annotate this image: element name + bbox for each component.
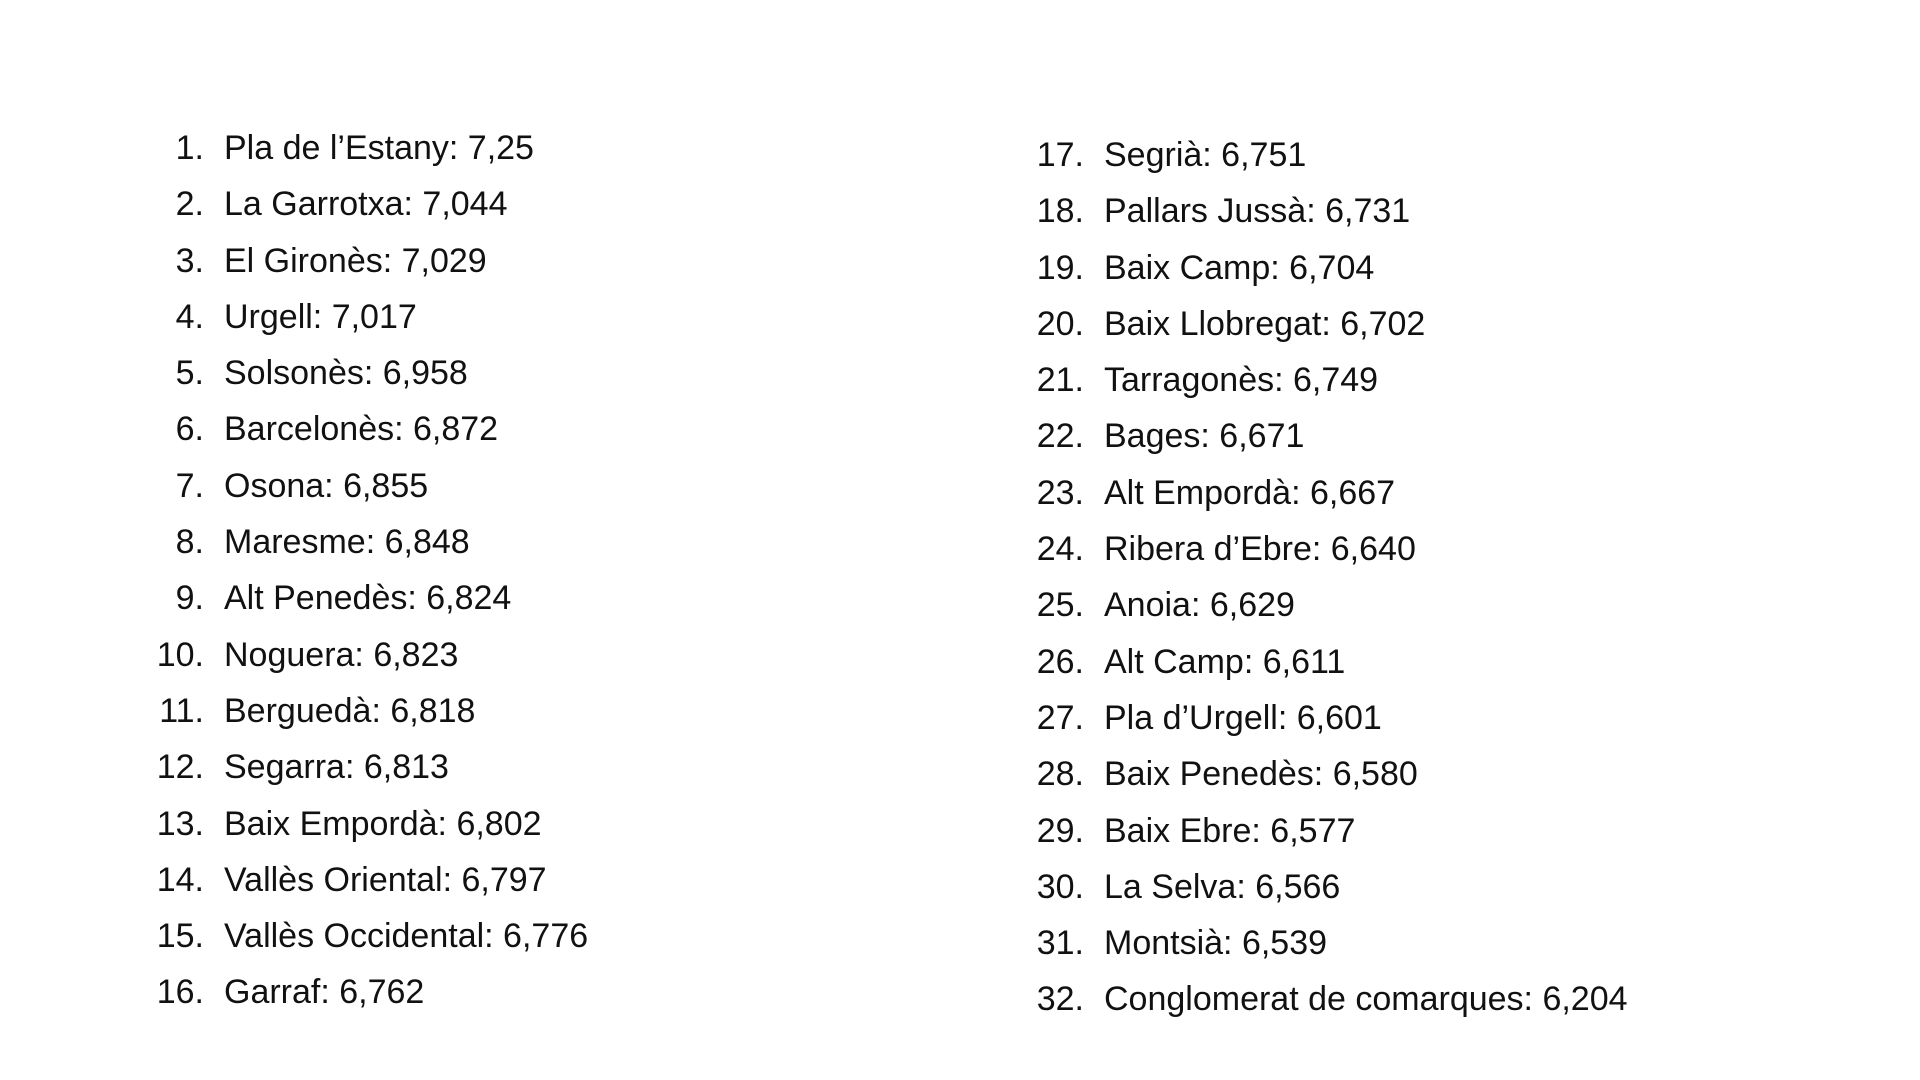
rank-number: 7. bbox=[175, 466, 204, 505]
rank-entry: Solsonès: 6,958 bbox=[224, 354, 468, 393]
list-item bbox=[140, 458, 588, 514]
rank-number: 16. bbox=[156, 973, 204, 1012]
rank-number: 14. bbox=[156, 860, 204, 899]
rank-number: 8. bbox=[175, 523, 204, 562]
rank-number: 1. bbox=[175, 129, 204, 167]
list-item bbox=[140, 683, 588, 739]
rank-entry: Berguedà: 6,818 bbox=[224, 691, 476, 730]
list-item bbox=[1020, 352, 1628, 408]
rank-number: 22. bbox=[1036, 417, 1084, 456]
list-item bbox=[140, 908, 588, 964]
rank-entry: Garraf: 6,762 bbox=[224, 973, 425, 1012]
list-item bbox=[1020, 127, 1628, 183]
rank-number: 25. bbox=[1036, 586, 1084, 625]
list-item bbox=[140, 289, 588, 345]
rank-number: 18. bbox=[1036, 192, 1084, 231]
rank-entry: Pla d’Urgell: 6,601 bbox=[1104, 698, 1382, 737]
list-item bbox=[1020, 408, 1628, 464]
list-item bbox=[140, 739, 588, 795]
rank-number: 20. bbox=[1036, 304, 1084, 343]
list-item bbox=[140, 120, 588, 176]
rank-entry: La Selva: 6,566 bbox=[1104, 867, 1341, 906]
rank-number: 17. bbox=[1036, 136, 1084, 174]
rank-entry: Baix Llobregat: 6,702 bbox=[1104, 304, 1426, 343]
rank-number: 31. bbox=[1036, 924, 1084, 963]
rank-entry: Baix Empordà: 6,802 bbox=[224, 804, 542, 843]
rank-entry: Vallès Occidental: 6,776 bbox=[224, 917, 589, 956]
rank-number: 11. bbox=[159, 691, 204, 730]
list-item bbox=[1020, 971, 1628, 1027]
rank-entry: Alt Empordà: 6,667 bbox=[1104, 473, 1396, 512]
rank-number: 13. bbox=[156, 804, 204, 843]
rank-entry: Baix Penedès: 6,580 bbox=[1104, 755, 1418, 794]
ranking-list-right bbox=[1020, 127, 1628, 1028]
list-item bbox=[1020, 577, 1628, 633]
rank-number: 5. bbox=[175, 354, 204, 393]
list-item bbox=[140, 570, 588, 626]
rank-number: 21. bbox=[1036, 361, 1084, 400]
rank-number: 15. bbox=[156, 917, 204, 956]
rank-entry: El Gironès: 7,029 bbox=[224, 241, 487, 280]
rank-entry: Anoia: 6,629 bbox=[1104, 586, 1295, 625]
list-item bbox=[140, 627, 588, 683]
rank-number: 32. bbox=[1036, 980, 1084, 1019]
rank-number: 9. bbox=[175, 579, 204, 618]
rank-number: 19. bbox=[1036, 248, 1084, 287]
rank-number: 29. bbox=[1036, 811, 1084, 850]
rank-entry: Vallès Oriental: 6,797 bbox=[224, 860, 547, 899]
rank-number: 24. bbox=[1036, 530, 1084, 569]
list-item bbox=[1020, 521, 1628, 577]
rank-entry: Baix Camp: 6,704 bbox=[1104, 248, 1375, 287]
rank-entry: Segrià: 6,751 bbox=[1104, 136, 1307, 174]
rank-number: 10. bbox=[156, 635, 204, 674]
rank-entry: Osona: 6,855 bbox=[224, 466, 429, 505]
list-item bbox=[140, 401, 588, 457]
rank-entry: Segarra: 6,813 bbox=[224, 748, 449, 787]
rank-number: 27. bbox=[1036, 698, 1084, 737]
rank-entry: Alt Camp: 6,611 bbox=[1104, 642, 1346, 681]
rank-entry: La Garrotxa: 7,044 bbox=[224, 185, 508, 224]
rank-entry: Maresme: 6,848 bbox=[224, 523, 470, 562]
rank-number: 2. bbox=[175, 185, 204, 224]
rank-entry: Baix Ebre: 6,577 bbox=[1104, 811, 1356, 850]
rank-entry: Urgell: 7,017 bbox=[224, 297, 417, 336]
list-item bbox=[1020, 690, 1628, 746]
rank-entry: Pallars Jussà: 6,731 bbox=[1104, 192, 1411, 231]
rank-number: 6. bbox=[175, 410, 204, 449]
rank-number: 4. bbox=[175, 297, 204, 336]
rank-entry: Conglomerat de comarques: 6,204 bbox=[1104, 980, 1628, 1019]
rank-number: 26. bbox=[1036, 642, 1084, 681]
rank-entry: Pla de l’Estany: 7,25 bbox=[224, 129, 534, 167]
list-item bbox=[1020, 183, 1628, 239]
list-item bbox=[1020, 240, 1628, 296]
rank-entry: Alt Penedès: 6,824 bbox=[224, 579, 512, 618]
rank-entry: Tarragonès: 6,749 bbox=[1104, 361, 1379, 400]
list-item bbox=[1020, 634, 1628, 690]
rank-number: 3. bbox=[175, 241, 204, 280]
list-item bbox=[1020, 746, 1628, 802]
list-item bbox=[140, 345, 588, 401]
list-item bbox=[1020, 803, 1628, 859]
list-item bbox=[1020, 859, 1628, 915]
list-item bbox=[140, 964, 588, 1020]
ranking-list-left bbox=[140, 120, 588, 1021]
rank-number: 28. bbox=[1036, 755, 1084, 794]
list-item bbox=[140, 176, 588, 232]
rank-entry: Bages: 6,671 bbox=[1104, 417, 1305, 456]
list-item bbox=[140, 852, 588, 908]
list-item bbox=[1020, 915, 1628, 971]
list-item bbox=[140, 796, 588, 852]
rank-number: 23. bbox=[1036, 473, 1084, 512]
rank-entry: Montsià: 6,539 bbox=[1104, 924, 1328, 963]
list-item bbox=[140, 514, 588, 570]
rank-number: 30. bbox=[1036, 867, 1084, 906]
rank-entry: Noguera: 6,823 bbox=[224, 635, 459, 674]
rank-entry: Ribera d’Ebre: 6,640 bbox=[1104, 530, 1416, 569]
list-item bbox=[1020, 465, 1628, 521]
list-item bbox=[140, 233, 588, 289]
rank-entry: Barcelonès: 6,872 bbox=[224, 410, 499, 449]
rank-number: 12. bbox=[156, 748, 204, 787]
list-item bbox=[1020, 296, 1628, 352]
